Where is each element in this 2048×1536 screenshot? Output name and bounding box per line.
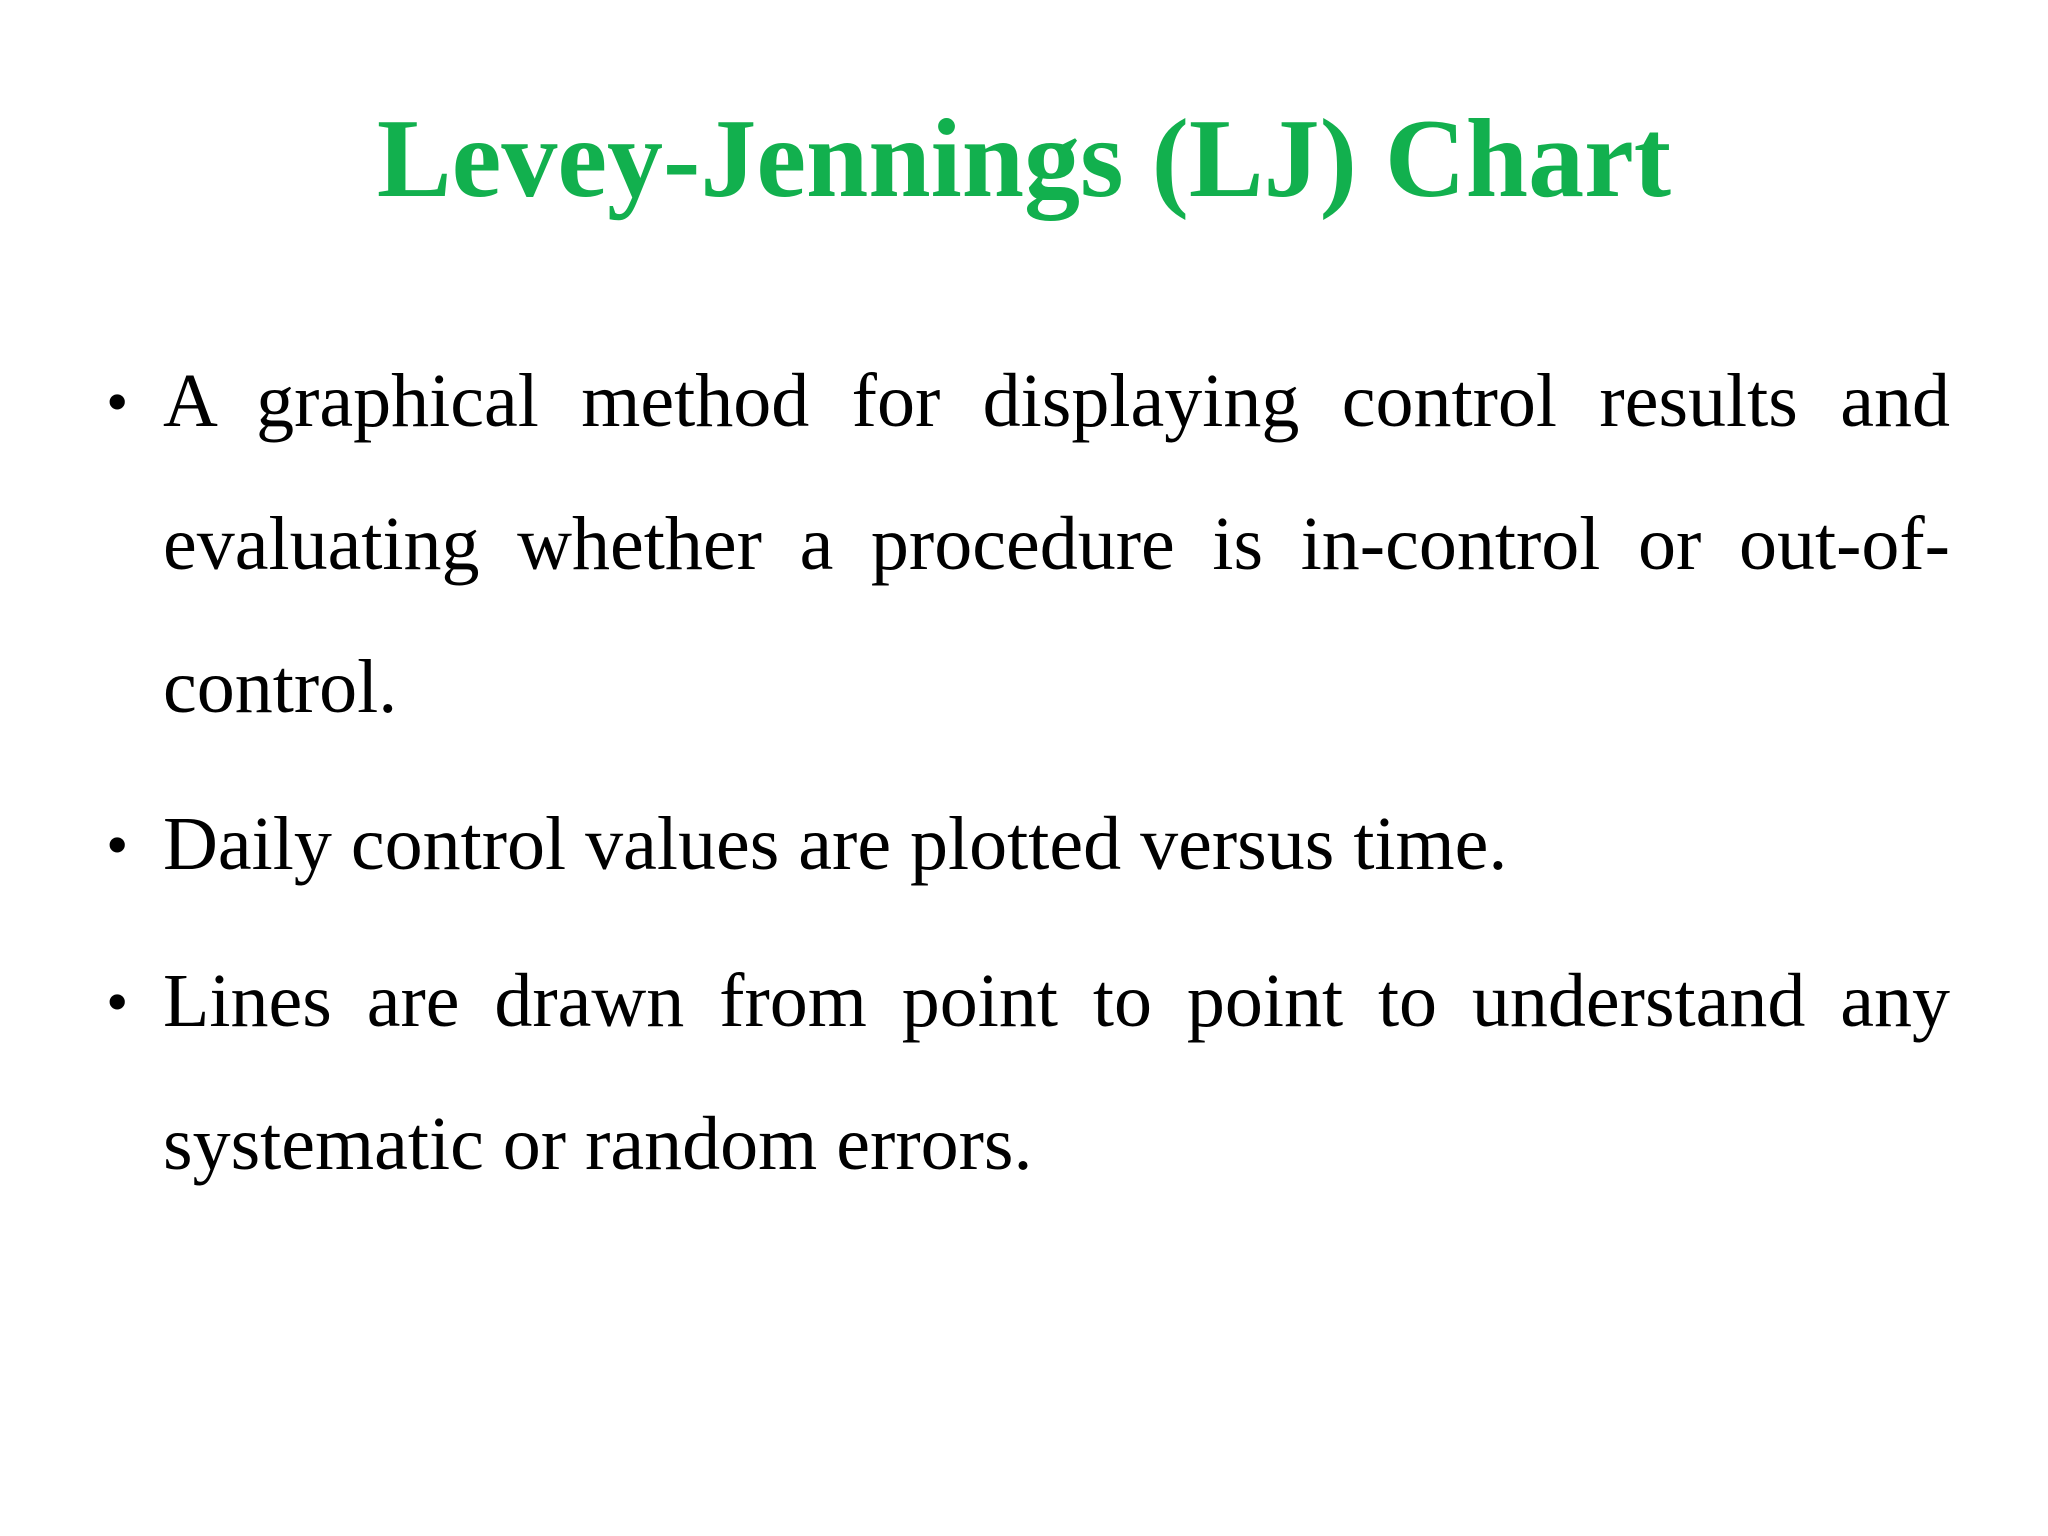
- bullet-item: [106, 773, 1950, 916]
- bullet-dot-icon: •: [106, 809, 129, 880]
- bullet-text: Lines are drawn from point to point to understand any systematic or random errors.: [163, 959, 1950, 1186]
- slide-title: Levey-Jennings (LJ) Chart: [376, 97, 1672, 221]
- bullet-dot-icon: •: [106, 966, 129, 1037]
- bullet-text: Daily control values are plotted versus time.: [163, 802, 1508, 886]
- bullet-dot-icon: •: [106, 366, 129, 437]
- bullet-item: [106, 930, 1950, 1216]
- bullet-list: [106, 330, 1950, 1216]
- bullet-item: [106, 330, 1950, 759]
- bullet-text: A graphical method for displaying control results and evaluating whether a procedure is in-control or out-of-control.: [163, 359, 1950, 729]
